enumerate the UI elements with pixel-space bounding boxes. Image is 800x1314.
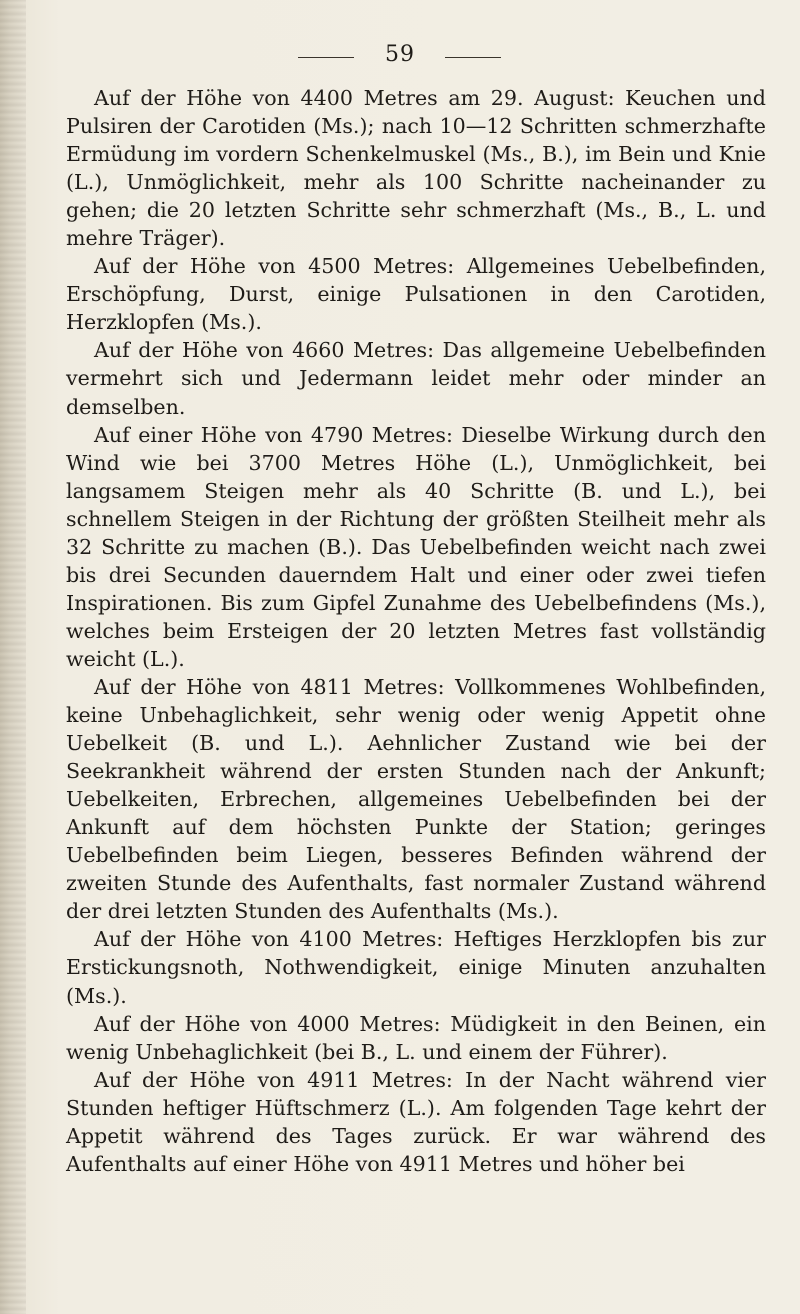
paragraph: Auf der Höhe von 4811 Metres: Vollkommenes Wohlbefinden, keine Unbehaglichkeit, sehr wenig oder wenig Appetit ohne Uebelkeit (B. und L.). Aehnlicher Zustand wie bei der Seekrankheit während der ersten Stunden nach der Ankunft; Uebelkeiten, Erbrechen, allgemeines Uebelbefinden bei der Ankunft auf dem höchsten Punkte der Station; geringes Uebelbefinden beim Liegen, besseres Befinden während der zweiten Stunde des Aufenthalts, fast normaler Zustand während der drei letzten Stunden des Aufenthalts (Ms.). [66, 674, 766, 924]
binding-gutter [0, 0, 26, 1314]
paragraph: Auf der Höhe von 4660 Metres: Das allgemeine Uebelbefinden vermehrt sich und Jedermann leidet mehr oder minder an demselben. [66, 338, 766, 419]
paragraph: Auf der Höhe von 4500 Metres: Allgemeines Uebelbefinden, Erschöpfung, Durst, einige Pulsationen in den Carotiden, Herzklopfen (Ms.). [66, 254, 766, 335]
header-rule-right [445, 57, 501, 58]
paragraph: Auf der Höhe von 4911 Metres: In der Nacht während vier Stunden heftiger Hüftschmerz (L.). Am folgenden Tage kehrt der Appetit während des Tages zurück. Er war während des Aufenthalts auf einer Höhe von 4911 Metres und höher bei [66, 1067, 766, 1176]
paragraph: Auf der Höhe von 4000 Metres: Müdigkeit in den Beinen, ein wenig Unbehaglichkeit (bei B., L. und einem der Führer). [66, 1011, 766, 1064]
paragraph: Auf einer Höhe von 4790 Metres: Dieselbe Wirkung durch den Wind wie bei 3700 Metres Höhe (L.), Unmöglichkeit, bei langsamem Steigen mehr als 40 Schritte (B. und L.), bei schnellem Steigen in der Richtung der größten Steilheit mehr als 32 Schritte zu machen (B.). Das Uebelbefinden weicht nach zwei bis drei Secunden dauerndem Halt und einer oder zwei tiefen Inspirationen. Bis zum Gipfel Zunahme des Uebelbefindens (Ms.), welches beim Ersteigen der 20 letzten Metres fast vollständig weicht (L.). [66, 422, 766, 671]
paragraph: Auf der Höhe von 4100 Metres: Heftiges Herzklopfen bis zur Erstickungsnoth, Nothwendigkeit, einige Minuten anzuhalten (Ms.). [66, 927, 766, 1008]
header-rule-left [298, 57, 354, 58]
body-text [66, 84, 766, 1178]
paragraph: Auf der Höhe von 4400 Metres am 29. August: Keuchen und Pulsiren der Carotiden (Ms.); nach 10—12 Schritten schmerzhafte Ermüdung im vordern Schenkelmuskel (Ms., B.), im Bein und Knie (L.), Unmöglichkeit, mehr als 100 Schritte nacheinander zu gehen; die 20 letzten Schritte sehr schmerzhaft (Ms., B., L. und mehre Träger). [66, 86, 766, 251]
page-header [0, 40, 800, 70]
page-number: 59 [385, 42, 415, 67]
